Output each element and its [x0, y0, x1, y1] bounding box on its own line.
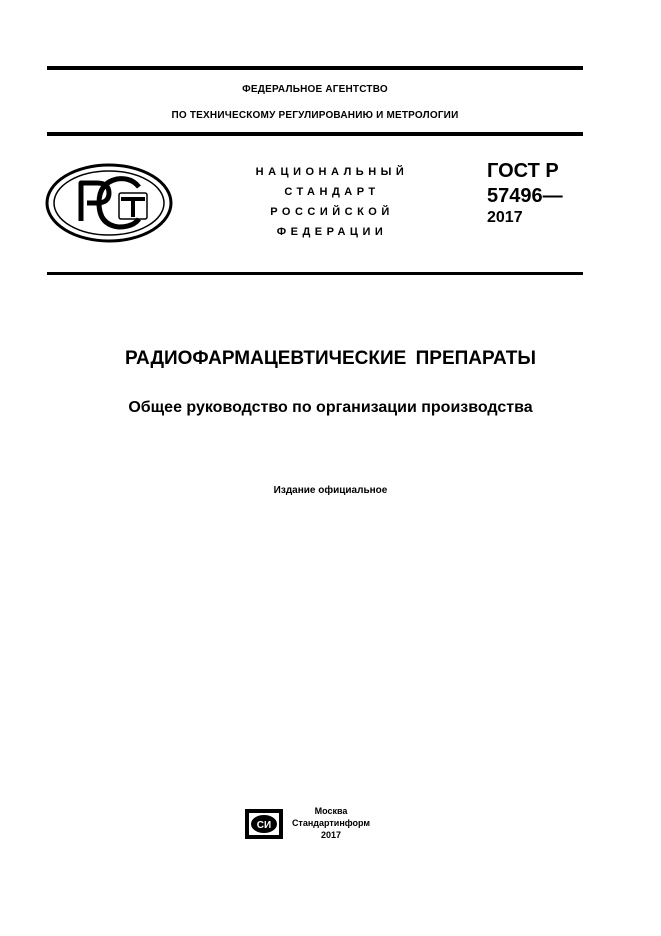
publisher-city: Москва: [314, 806, 348, 816]
edition-label: Издание официальное: [273, 485, 388, 496]
standartinform-logo-icon: [244, 808, 284, 840]
svg-text:СИ: СИ: [256, 820, 272, 831]
rst-conformity-mark-icon: [45, 163, 173, 243]
standard-type-line-2: СТАНДАРТ: [284, 186, 380, 198]
document-title: РАДИОФАРМАЦЕВТИЧЕСКИЕ ПРЕПАРАТЫ: [125, 348, 536, 369]
document-subtitle: Общее руководство по организации производства: [128, 399, 533, 416]
header-rule: [47, 132, 583, 136]
publisher-name: Стандартинформ: [291, 818, 371, 828]
standard-type-line-1: НАЦИОНАЛЬНЫЙ: [255, 166, 409, 178]
standard-type-line-4: ФЕДЕРАЦИИ: [276, 226, 388, 238]
gost-prefix: ГОСТ Р: [487, 160, 559, 182]
agency-name-line-2: ПО ТЕХНИЧЕСКОМУ РЕГУЛИРОВАНИЮ И МЕТРОЛОГИИ: [171, 110, 459, 121]
gost-number: 57496—: [487, 185, 563, 207]
gost-year: 2017: [487, 209, 523, 226]
publication-year: 2017: [320, 830, 342, 840]
bottom-header-rule: [47, 272, 583, 275]
standard-type-line-3: РОССИЙСКОЙ: [270, 206, 394, 218]
top-rule: [47, 66, 583, 70]
agency-name-line-1: ФЕДЕРАЛЬНОЕ АГЕНТСТВО: [242, 84, 388, 95]
